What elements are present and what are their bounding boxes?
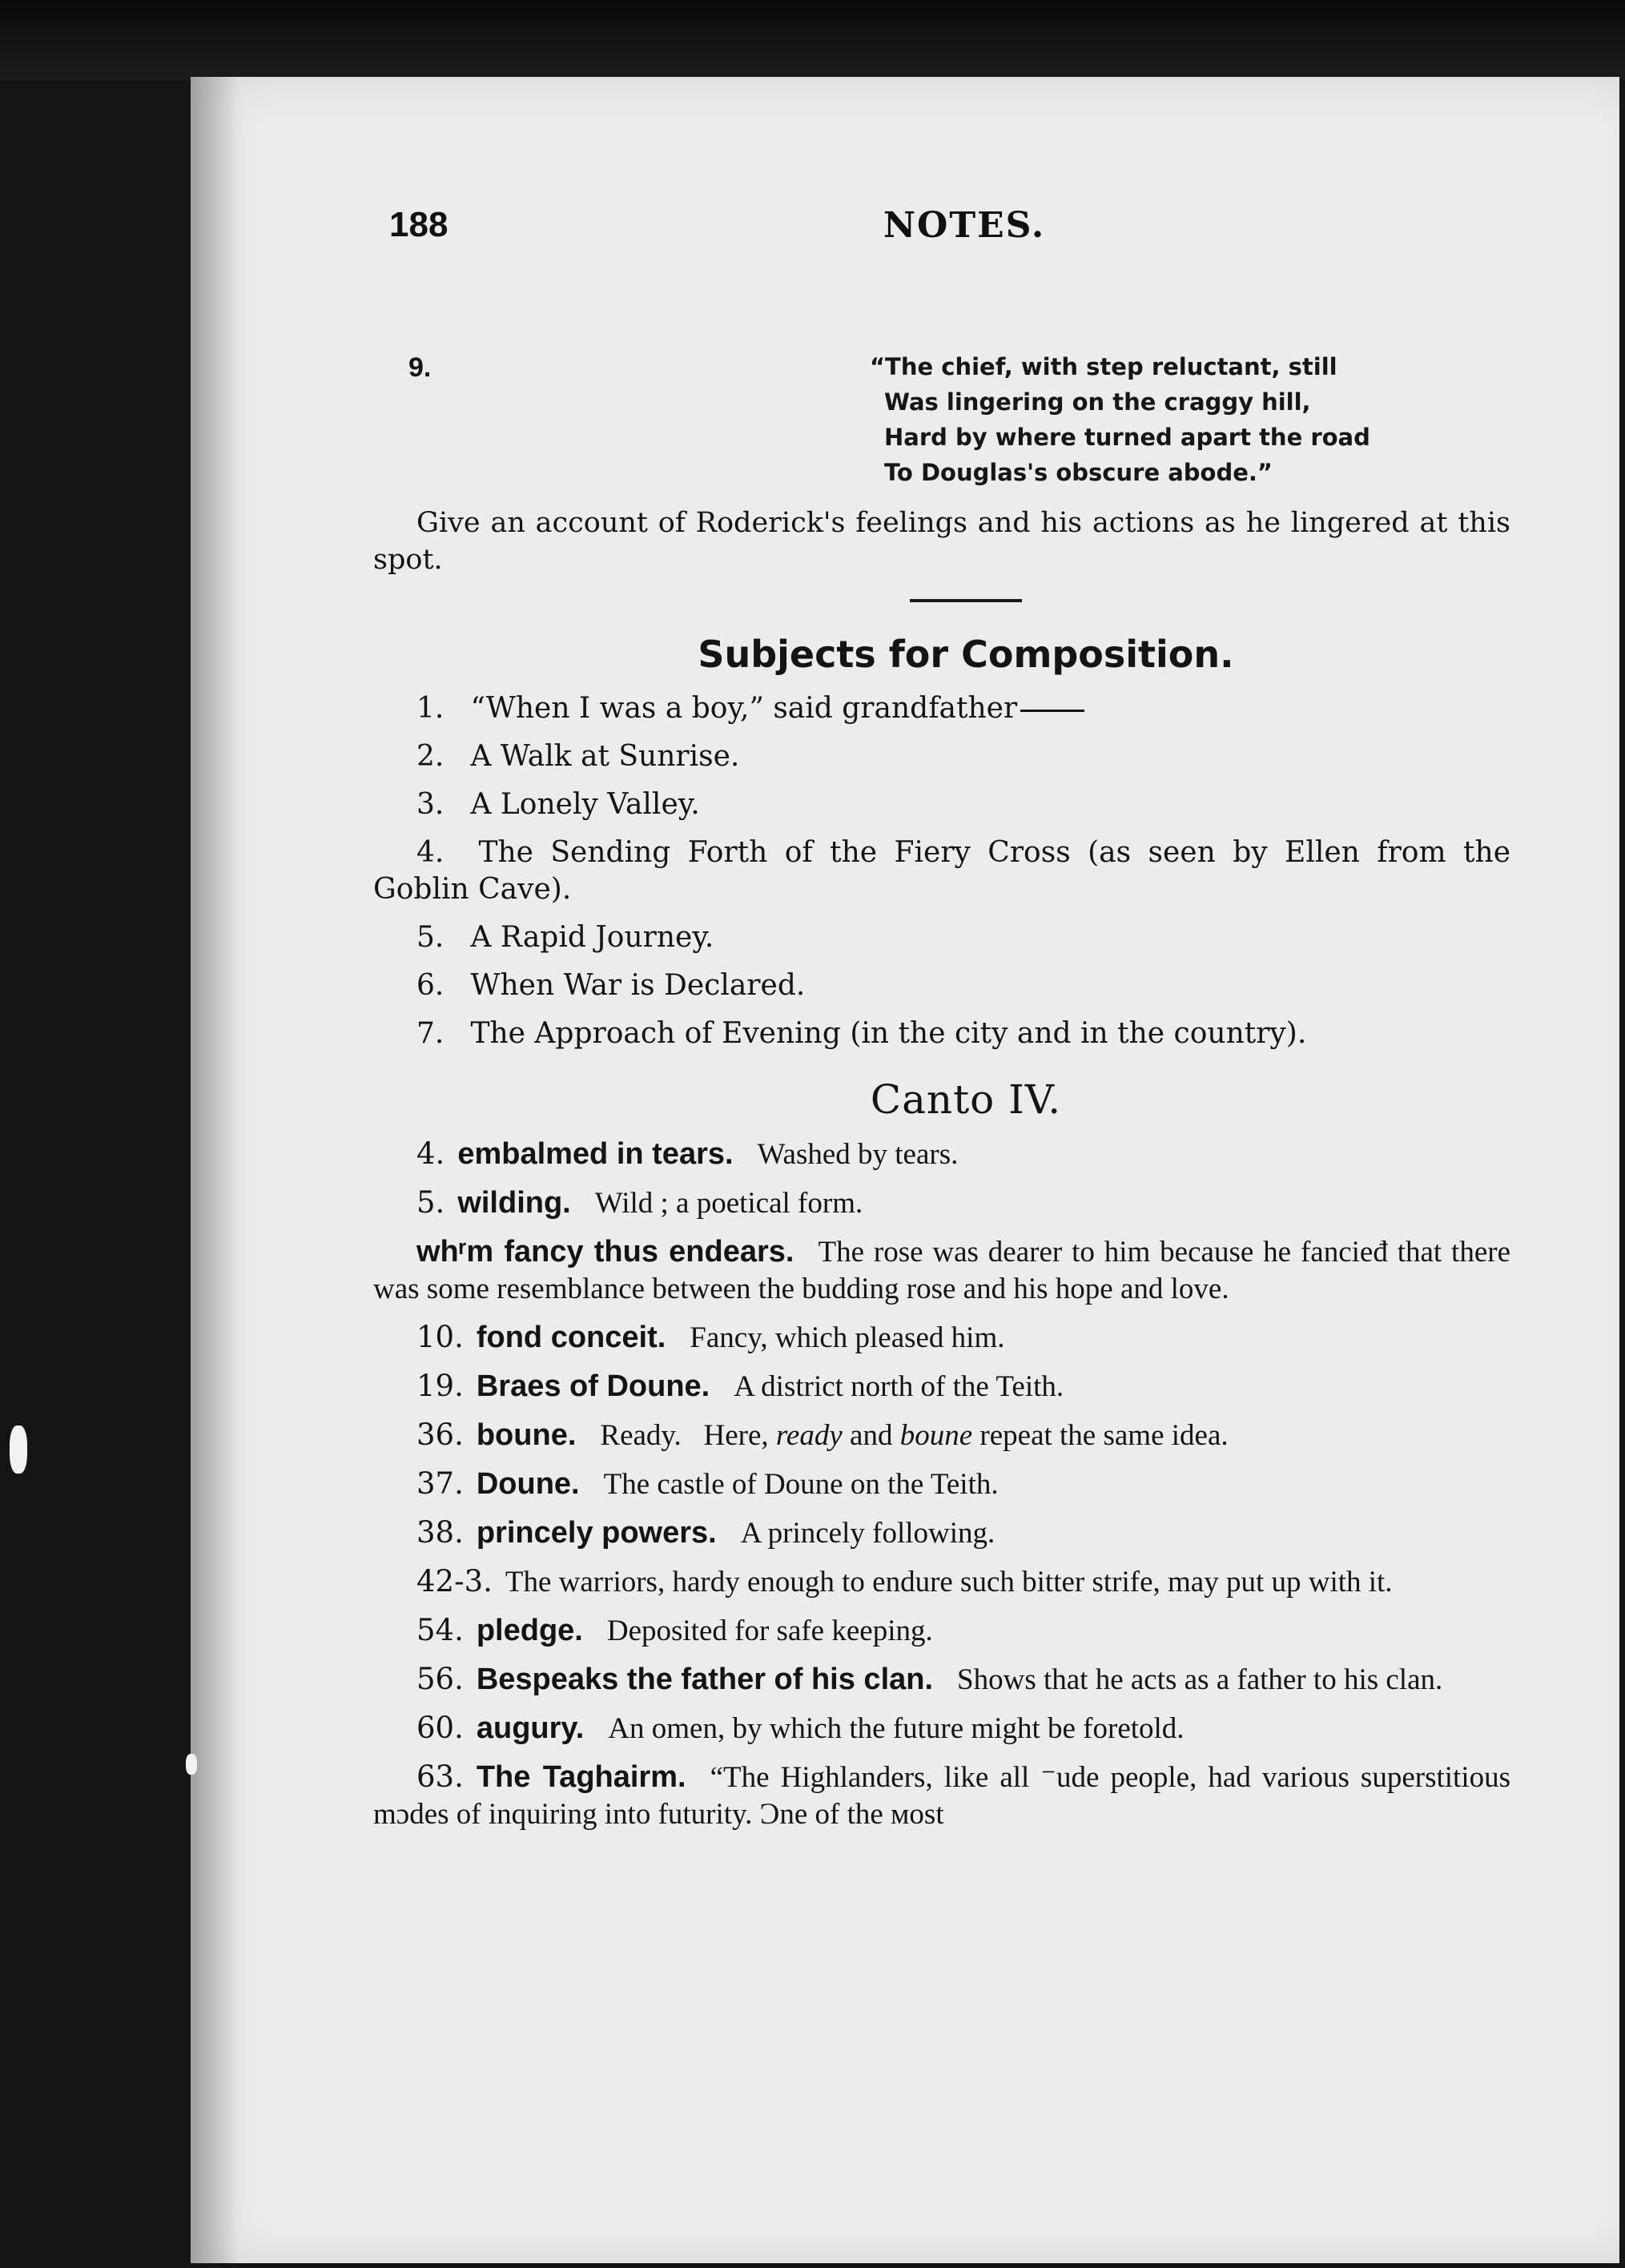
- note-gloss: Fancy, which pleased him.: [690, 1321, 1005, 1354]
- page-content: [373, 349, 1510, 1844]
- section-divider: [910, 599, 1022, 602]
- scan-artifact: [10, 1426, 27, 1474]
- item-text: When War is Declared.: [470, 969, 806, 1002]
- item-number: 1.: [416, 692, 444, 725]
- note-term: boune.: [476, 1418, 577, 1452]
- note-entry: [373, 1563, 1510, 1601]
- note-term: augury.: [476, 1711, 585, 1745]
- note-gloss: The castle of Doune on the Teith.: [603, 1468, 999, 1501]
- item-text: “When I was a boy,” said grandfather: [470, 692, 1018, 725]
- note-term: pledge.: [476, 1614, 583, 1647]
- note-entry: [373, 1661, 1510, 1699]
- quotation-line: “The chief, with step reluctant, still: [870, 353, 1337, 380]
- line-number: 36.: [416, 1418, 464, 1452]
- gloss-italic-word: boune: [899, 1419, 973, 1452]
- note-gloss: An omen, by which the future might be foretold.: [608, 1712, 1185, 1745]
- line-number: 54.: [416, 1613, 464, 1647]
- composition-list: [373, 690, 1510, 1052]
- note-gloss: Washed by tears.: [757, 1138, 959, 1171]
- line-number: 19.: [416, 1369, 464, 1403]
- note-gloss: The warriors, hardy enough to endure such bitter strife, may put up with it.: [505, 1566, 1393, 1598]
- quotation-line: Was lingering on the craggy hill,: [884, 388, 1311, 416]
- note-gloss: Shows that he acts as a father to his clan.: [957, 1663, 1443, 1696]
- note-gloss: A district north of the Teith.: [734, 1370, 1064, 1403]
- quotation-block: [373, 349, 1510, 490]
- page-header: [389, 205, 1523, 277]
- running-title: NOTES.: [883, 205, 1046, 246]
- composition-item: [373, 786, 1510, 823]
- composition-item: [373, 919, 1510, 956]
- note-term: wilding.: [457, 1186, 571, 1220]
- question-paragraph: Give an account of Roderick's feelings and his actions as he lingered at this spot.: [373, 507, 1510, 576]
- item-text: The Sending Forth of the Fiery Cross (as seen by Ellen from the Goblin Cave).: [373, 836, 1510, 906]
- gloss-text: repeat the same idea.: [972, 1419, 1229, 1452]
- line-number: 37.: [416, 1466, 464, 1501]
- line-number: 60.: [416, 1711, 464, 1745]
- composition-item: [373, 738, 1510, 775]
- note-entry: [373, 1319, 1510, 1357]
- note-entry: [373, 1466, 1510, 1503]
- note-term: Braes of Doune.: [476, 1369, 710, 1403]
- line-number: 38.: [416, 1515, 464, 1550]
- composition-heading: Subjects for Composition.: [698, 633, 1234, 676]
- note-term: Doune.: [476, 1467, 580, 1501]
- gloss-italic-word: ready: [775, 1419, 843, 1452]
- item-number: 2.: [416, 740, 444, 773]
- note-entry: [373, 1417, 1510, 1454]
- item-text: A Rapid Journey.: [470, 921, 714, 954]
- scan-artifact: [186, 1754, 197, 1775]
- note-term: princely powers.: [476, 1516, 717, 1550]
- note-entry: [373, 1368, 1510, 1405]
- note-term: embalmed in tears.: [457, 1137, 734, 1171]
- note-term: whʳm fancy thus endears.: [416, 1235, 794, 1269]
- canto-notes: [373, 1136, 1510, 1833]
- gloss-text: and: [842, 1419, 900, 1452]
- item-number: 3.: [416, 788, 444, 821]
- note-entry: [373, 1710, 1510, 1747]
- note-gloss: The rose was dearer to him because he fancieđ that there was some resemblance between the budding rose and his hope and love.: [373, 1236, 1510, 1305]
- item-number: 5.: [416, 921, 444, 954]
- item-text: The Approach of Evening (in the city and in the country).: [470, 1017, 1307, 1050]
- item-number: 7.: [416, 1017, 444, 1050]
- note-term: fond conceit.: [476, 1321, 666, 1354]
- page-gutter-shadow: [191, 77, 239, 2263]
- line-number: 42-3.: [416, 1564, 493, 1598]
- composition-item: [373, 967, 1510, 1004]
- composition-item: [373, 834, 1510, 908]
- note-entry: [373, 1184, 1510, 1222]
- item-number: 4.: [416, 836, 444, 869]
- note-entry: [373, 1514, 1510, 1552]
- item-number: 6.: [416, 969, 444, 1002]
- line-number: 4.: [416, 1136, 445, 1171]
- quotation-number: 9.: [408, 352, 432, 383]
- line-number: 5.: [416, 1185, 445, 1220]
- note-gloss: Deposited for safe keeping.: [606, 1615, 933, 1647]
- note-gloss: [600, 1419, 1228, 1452]
- note-term: The Taghairm.: [476, 1760, 686, 1794]
- canto-heading: Canto IV.: [870, 1076, 1062, 1123]
- line-number: 10.: [416, 1320, 464, 1354]
- line-number: 56.: [416, 1662, 464, 1696]
- note-gloss: Wild ; a poetical form.: [594, 1187, 863, 1220]
- book-page: [191, 77, 1619, 2263]
- line-number: 63.: [416, 1759, 464, 1794]
- note-entry: [373, 1612, 1510, 1650]
- page-number: 188: [389, 205, 448, 244]
- item-text: A Lonely Valley.: [470, 788, 700, 821]
- item-text: A Walk at Sunrise.: [470, 740, 740, 773]
- scan-background: [0, 0, 1625, 80]
- quotation-line: To Douglas's obscure abode.”: [884, 459, 1273, 486]
- quotation-lines: [870, 349, 1370, 490]
- composition-item: [373, 1015, 1510, 1052]
- note-entry: [373, 1233, 1510, 1308]
- composition-item: [373, 690, 1510, 727]
- em-dash: [1020, 710, 1084, 712]
- note-entry: [373, 1136, 1510, 1173]
- note-entry: [373, 1759, 1510, 1833]
- note-gloss: A princely following.: [740, 1517, 996, 1550]
- gloss-text: Ready. Here,: [600, 1419, 776, 1452]
- quotation-line: Hard by where turned apart the road: [884, 424, 1370, 451]
- note-term: Bespeaks the father of his clan.: [476, 1663, 934, 1696]
- note-gloss: “The Highlanders, like all ⁻ude people, had various superstitious mɔdes of inquiring into futurity. Ɔne of the ᴍost: [373, 1761, 1510, 1831]
